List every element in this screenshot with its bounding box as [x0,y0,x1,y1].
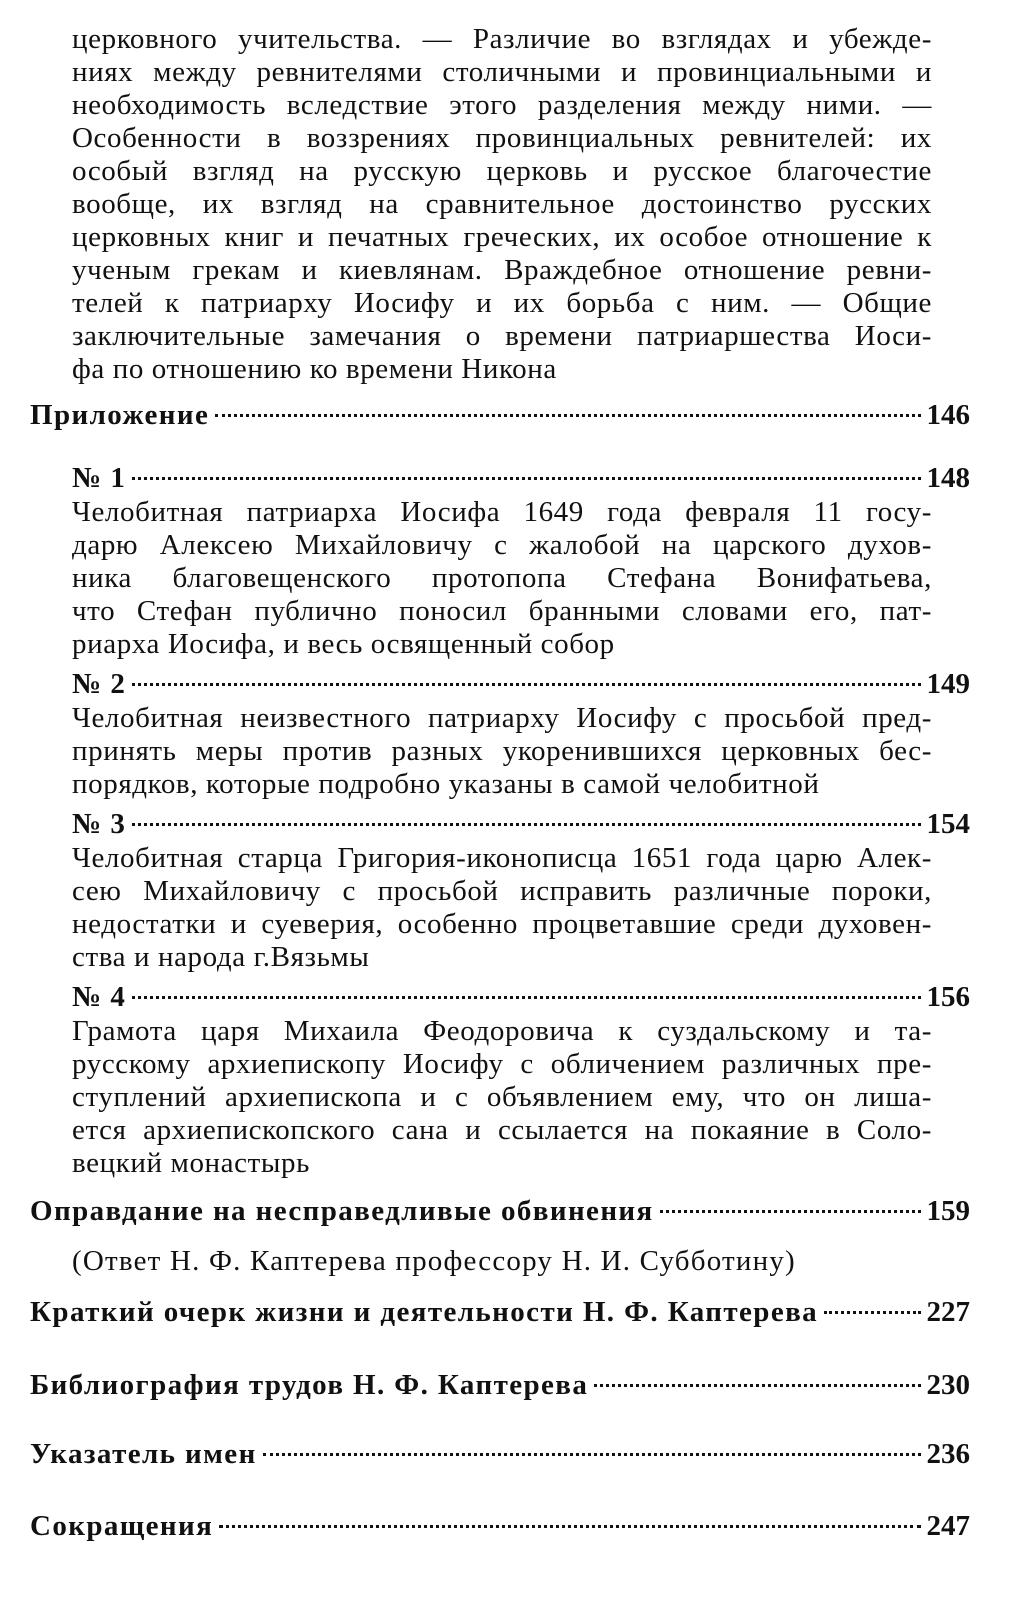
entry-description-line: ства и народа г.Вязьмы [72,941,370,973]
intro-line: Особенности в воззрениях провинциальных ревнителей: их [72,122,932,154]
dot-leader [263,1453,921,1456]
dot-leader [132,477,921,480]
intro-line: вообще, их взгляд на сравнительное достоинство русских [72,188,932,220]
dot-leader [132,823,921,826]
entry-description-line: порядков, которые подробно указаны в самой челобитной [72,768,820,800]
dot-leader [132,683,921,686]
dot-leader [660,1210,921,1213]
toc-page-number: 156 [926,981,970,1013]
toc-entry-bibliography[interactable] [30,1368,970,1402]
toc-page-number: 148 [926,462,970,494]
toc-entry-number: № 2 [72,668,126,700]
entry-description-line: что Стефан публично поносил бранными словами его, пат- [72,595,932,627]
toc-page-number: 227 [926,1296,970,1328]
toc-entry-title: Указатель имен [30,1438,257,1470]
entry-description-line: сею Михайловичу с просьбой исправить различные пороки, [72,875,932,907]
toc-entry-number: № 3 [72,808,126,840]
intro-line: ученым грекам и киевлянам. Враждебное отношение ревни- [72,254,932,286]
intro-line: церковных книг и печатных греческих, их особое отношение к [72,221,932,253]
entry-description-line: Грамота царя Михаила Феодоровича к суздальскому и та- [72,1015,932,1047]
entry-description-line: риарха Иосифа, и весь освященный собор [72,628,615,660]
toc-entry-number: № 4 [72,981,126,1013]
toc-entry-title: Оправдание на несправедливые обвинения [30,1195,654,1227]
entry-description-line: Челобитная старца Григория-иконописца 1651 года царю Алек- [72,842,932,874]
intro-line: ниях между ревнителями столичными и провинциальными и [72,56,932,88]
entry-description-line: ника благовещенского протопопа Стефана Вонифатьева, [72,562,932,594]
toc-entry-name-index[interactable] [30,1437,970,1471]
toc-entry-appendix-3[interactable] [72,807,970,841]
toc-entry-appendix-4[interactable] [72,980,970,1014]
toc-entry-justification[interactable] [30,1194,970,1228]
toc-page-number: 146 [926,399,970,431]
dot-leader [824,1311,920,1314]
entry-description-line: недостатки и суеверия, особенно процветавшие среди духовен- [72,908,932,940]
toc-page-number: 149 [926,668,970,700]
toc-page-number: 236 [926,1438,970,1470]
dot-leader [594,1384,920,1387]
entry-description-line: Челобитная неизвестного патриарху Иосифу с просьбой пред- [72,702,932,734]
toc-entry-biography[interactable] [30,1295,970,1329]
entry-description-line: ется архиепископского сана и ссылается на покаяние в Соло- [72,1114,932,1146]
toc-entry-appendix-1[interactable] [72,461,970,495]
toc-entry-title: Библиография трудов Н. Ф. Каптерева [30,1369,589,1401]
toc-entry-subtitle: (Ответ Н. Ф. Каптерева профессору Н. И. Субботину) [72,1245,796,1277]
toc-entry-appendix[interactable] [30,398,970,432]
intro-line: телей к патриарху Иосифу и их борьба с ним. — Общие [72,287,932,319]
dot-leader [215,414,920,417]
entry-description-line: дарю Алексею Михайловичу с жалобой на царского духов- [72,529,932,561]
toc-page-number: 247 [926,1510,970,1542]
toc-entry-title: Сокращения [30,1510,214,1542]
intro-line: особый взгляд на русскую церковь и русское благочестие [72,155,932,187]
toc-entry-title: Приложение [30,399,210,431]
entry-description-line: вецкий монастырь [72,1147,310,1179]
toc-entry-abbreviations[interactable] [30,1509,970,1543]
intro-line: фа по отношению ко времени Никона [72,353,557,385]
dot-leader [219,1525,920,1528]
dot-leader [132,996,921,999]
intro-line: церковного учительства. — Различие во взглядах и убежде- [72,23,932,55]
toc-page-number: 154 [926,808,970,840]
entry-description-line: принять меры против разных укоренившихся церковных бес- [72,735,932,767]
toc-entry-title: Краткий очерк жизни и деятельности Н. Ф. Каптерева [30,1296,819,1328]
toc-entry-number: № 1 [72,462,126,494]
toc-entry-appendix-2[interactable] [72,667,970,701]
entry-description-line: русскому архиепископу Иосифу с обличением различных пре- [72,1048,932,1080]
toc-page-number: 230 [926,1369,970,1401]
intro-line: необходимость вследствие этого разделения между ними. — [72,89,932,121]
entry-description-line: Челобитная патриарха Иосифа 1649 года февраля 11 госу- [72,496,932,528]
intro-line: заключительные замечания о времени патриаршества Иоси- [72,320,932,352]
toc-page-number: 159 [926,1195,970,1227]
entry-description-line: ступлений архиепископа и с объявлением ему, что он лиша- [72,1081,932,1113]
